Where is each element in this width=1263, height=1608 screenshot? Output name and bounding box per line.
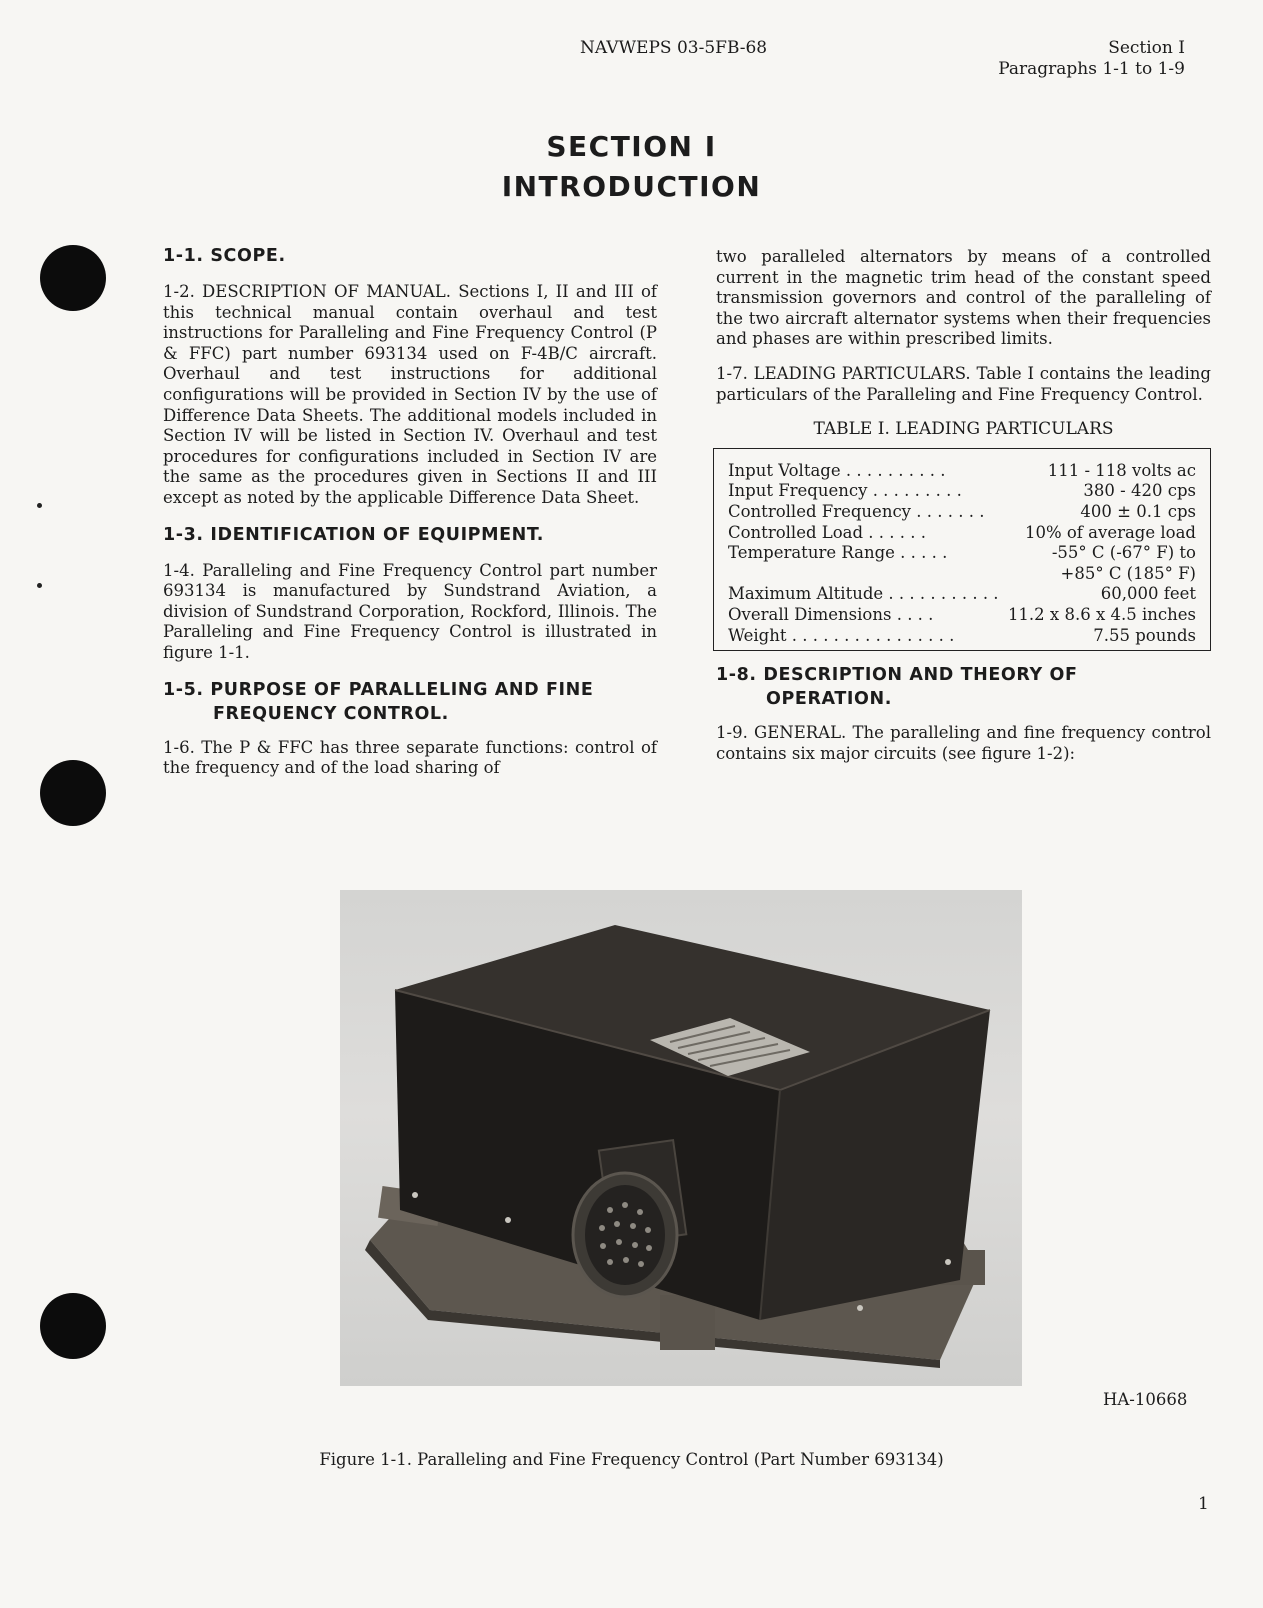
table-row — [728, 564, 1196, 585]
binder-hole-top — [40, 245, 106, 311]
para-purpose-continued: two paralleled alternators by means of a controlled current in the magnetic trim head of the constant speed transmission governors and control of the paralleling of the two aircraft alternator systems when their frequencies and phases are within prescribed limits. — [716, 247, 1211, 349]
table-row-label: Maximum Altitude . . . . . . . . . . . — [728, 584, 999, 604]
figure-caption: Figure 1-1. Paralleling and Fine Frequency Control (Part Number 693134) — [319, 1450, 944, 1469]
table-row — [728, 502, 1196, 523]
page-number: 1 — [1198, 1494, 1209, 1514]
para-leading-particulars: 1-7. LEADING PARTICULARS. Table I contains the leading particulars of the Paralleling and Fine Frequency Control. — [716, 363, 1211, 404]
table-row — [728, 543, 1196, 564]
table-row — [728, 626, 1196, 647]
right-column — [716, 247, 1211, 764]
table-row-value: +85° C (185° F) — [1060, 563, 1196, 583]
table-row-value: 60,000 feet — [1100, 584, 1196, 604]
table-row-label: Overall Dimensions . . . . — [728, 604, 934, 624]
table-row-value: 7.55 pounds — [1093, 625, 1196, 645]
figure-id: HA-10668 — [1103, 1390, 1188, 1409]
table-row — [728, 523, 1196, 544]
margin-mark — [37, 583, 42, 588]
table-row-value: 10% of average load — [1024, 522, 1196, 542]
table-row-value: 111 - 118 volts ac — [1047, 460, 1196, 480]
paragraph-range: Paragraphs 1-1 to 1-9 — [998, 59, 1185, 79]
section-subtitle: INTRODUCTION — [501, 170, 762, 203]
table-row-label: Input Frequency . . . . . . . . . — [728, 481, 962, 501]
para-general: 1-9. GENERAL. The paralleling and fine frequency control contains six major circuits (see figure 1-2): — [716, 723, 1211, 763]
section-name: Section I — [1108, 38, 1185, 58]
table-row — [728, 461, 1196, 482]
binder-hole-middle — [40, 760, 106, 826]
margin-mark — [37, 503, 42, 508]
table-row-value: 11.2 x 8.6 x 4.5 inches — [1007, 604, 1196, 624]
table-title: TABLE I. LEADING PARTICULARS — [813, 419, 1114, 440]
heading-description-line1: 1-8. DESCRIPTION AND THEORY OF — [716, 665, 1078, 686]
heading-purpose — [163, 678, 657, 726]
table-row — [728, 584, 1196, 605]
heading-identification: 1-3. IDENTIFICATION OF EQUIPMENT. — [163, 524, 545, 545]
table-row-value: -55° C (-67° F) to — [1051, 543, 1196, 563]
table-row-label: Temperature Range . . . . . — [728, 543, 948, 563]
heading-description-theory — [716, 663, 1211, 711]
section-label — [998, 38, 1185, 80]
binder-hole-bottom — [40, 1293, 106, 1359]
left-column — [163, 244, 657, 779]
table-row-value: 380 - 420 cps — [1083, 481, 1196, 501]
table-row — [728, 605, 1196, 626]
heading-description-line2: OPERATION. — [766, 689, 892, 710]
para-purpose: 1-6. The P & FFC has three separate functions: control of the frequency and of the load sharing of — [163, 737, 657, 778]
section-title: SECTION I — [546, 130, 717, 163]
heading-purpose-line1: 1-5. PURPOSE OF PARALLELING AND FINE — [163, 679, 594, 700]
doc-number: NAVWEPS 03-5FB-68 — [580, 38, 768, 58]
table-row — [728, 481, 1196, 502]
leading-particulars-table — [713, 448, 1211, 651]
para-description-of-manual: 1-2. DESCRIPTION OF MANUAL. Sections I, II and III of this technical manual contain overhaul and test instructions for Paralleling and Fine Frequency Control (P & FFC) part number 693134 used on F-4B/C aircraft. Overhaul and test instructions for additional configurations will be provided in Section IV by the use of Difference Data Sheets. The additional models included in Section IV will be listed in Section IV. Overhaul and test procedures for configurations included in Section IV are the same as the procedures given in Sections II and III except as noted by the applicable Difference Data Sheet. — [163, 282, 657, 507]
heading-scope: 1-1. SCOPE. — [163, 246, 286, 266]
heading-purpose-line2: FREQUENCY CONTROL. — [213, 703, 449, 724]
table-row-label: Weight . . . . . . . . . . . . . . . . — [728, 625, 955, 645]
table-row-value: 400 ± 0.1 cps — [1080, 501, 1196, 521]
para-identification: 1-4. Paralleling and Fine Frequency Control part number 693134 is manufactured by Sundstrand Aviation, a division of Sundstrand Corporation, Rockford, Illinois. The Paralleling and Fine Frequency Control is illustrated in figure 1-1. — [163, 560, 657, 662]
table-row-label: Input Voltage . . . . . . . . . . — [728, 460, 946, 480]
figure-photo — [340, 890, 1022, 1386]
device-illustration — [340, 890, 1022, 1386]
table-row-label: Controlled Frequency . . . . . . . — [728, 501, 985, 521]
table-row-label: Controlled Load . . . . . . — [728, 522, 926, 542]
